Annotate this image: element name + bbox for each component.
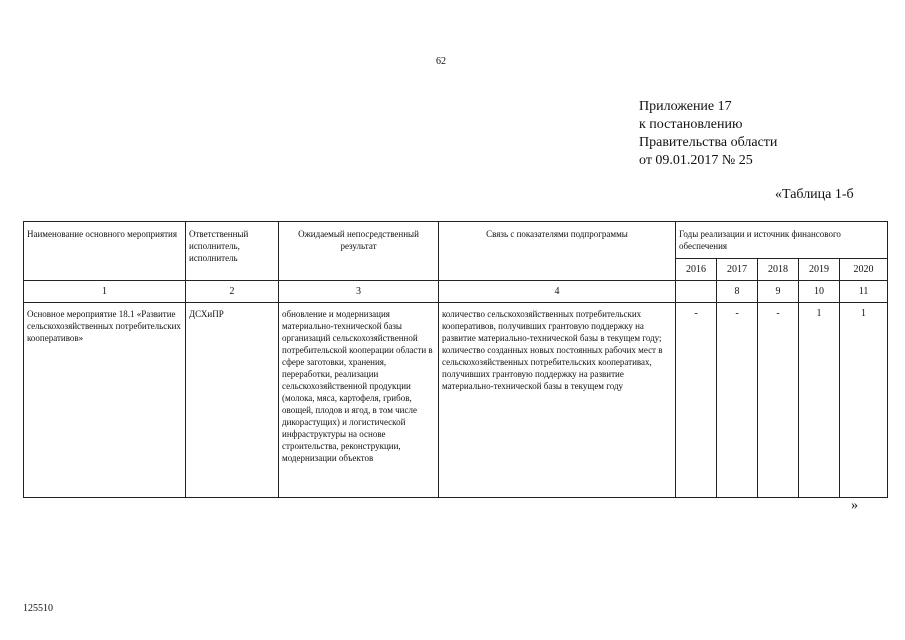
header-years-financing: Годы реализации и источник финансового обеспечения (676, 222, 888, 259)
column-number: 3 (279, 281, 439, 303)
column-number: 8 (717, 281, 758, 303)
header-year: 2020 (840, 259, 888, 281)
column-number: 10 (799, 281, 840, 303)
year-value-cell: 1 (799, 303, 840, 498)
appendix-line: к постановлению (639, 117, 743, 132)
activity-name-cell: Основное мероприятие 18.1 «Развитие сельскохозяйственных потребительских кооперативов» (24, 303, 186, 498)
column-number: 4 (439, 281, 676, 303)
appendix-line: Правительства области (639, 135, 778, 150)
year-value-cell: - (758, 303, 799, 498)
header-year: 2018 (758, 259, 799, 281)
year-value-cell: - (676, 303, 717, 498)
appendix-block (639, 98, 777, 170)
table-row (24, 303, 888, 498)
page-number: 62 (436, 56, 446, 67)
table-caption: «Таблица 1-б (775, 187, 854, 202)
appendix-line: Приложение 17 (639, 99, 732, 114)
executor-cell: ДСХиПР (186, 303, 279, 498)
closing-quote: » (851, 498, 858, 513)
header-year: 2017 (717, 259, 758, 281)
indicators-cell: количество сельскохозяйственных потребительских кооперативов, получивших грантовую поддержку на развитие материально-технической базы в текущем году; количество созданных новых постоянных рабочих мест в сельскохозяйственных потребительских кооперативах, получивших грантовую поддержку на развитие материально-технической базы в текущем году (439, 303, 676, 498)
year-value-cell: - (717, 303, 758, 498)
header-executor: Ответственный исполнитель, исполнитель (186, 222, 279, 281)
footer-code: 125510 (23, 603, 53, 614)
column-number-empty (676, 281, 717, 303)
header-indicators: Связь с показателями подпрограммы (439, 222, 676, 281)
expected-result-cell: обновление и модернизация материально-технической базы организаций сельскохозяйственной потребительской кооперации области в сфере заготовки, хранения, переработки, реализации сельскохозяйственной продукции (молока, мяса, картофеля, грибов, овощей, плодов и ягод, в том числе дикорастущих) и логистической инфраструктуры на основе строительства, реконструкции, модернизации объектов (279, 303, 439, 498)
header-year: 2016 (676, 259, 717, 281)
column-number: 2 (186, 281, 279, 303)
column-number: 11 (840, 281, 888, 303)
header-activity-name: Наименование основного мероприятия (24, 222, 186, 281)
header-year: 2019 (799, 259, 840, 281)
program-table (23, 221, 888, 498)
column-number: 1 (24, 281, 186, 303)
year-value-cell: 1 (840, 303, 888, 498)
header-expected-result: Ожидаемый непосредственный результат (279, 222, 439, 281)
column-number: 9 (758, 281, 799, 303)
appendix-line: от 09.01.2017 № 25 (639, 153, 753, 168)
